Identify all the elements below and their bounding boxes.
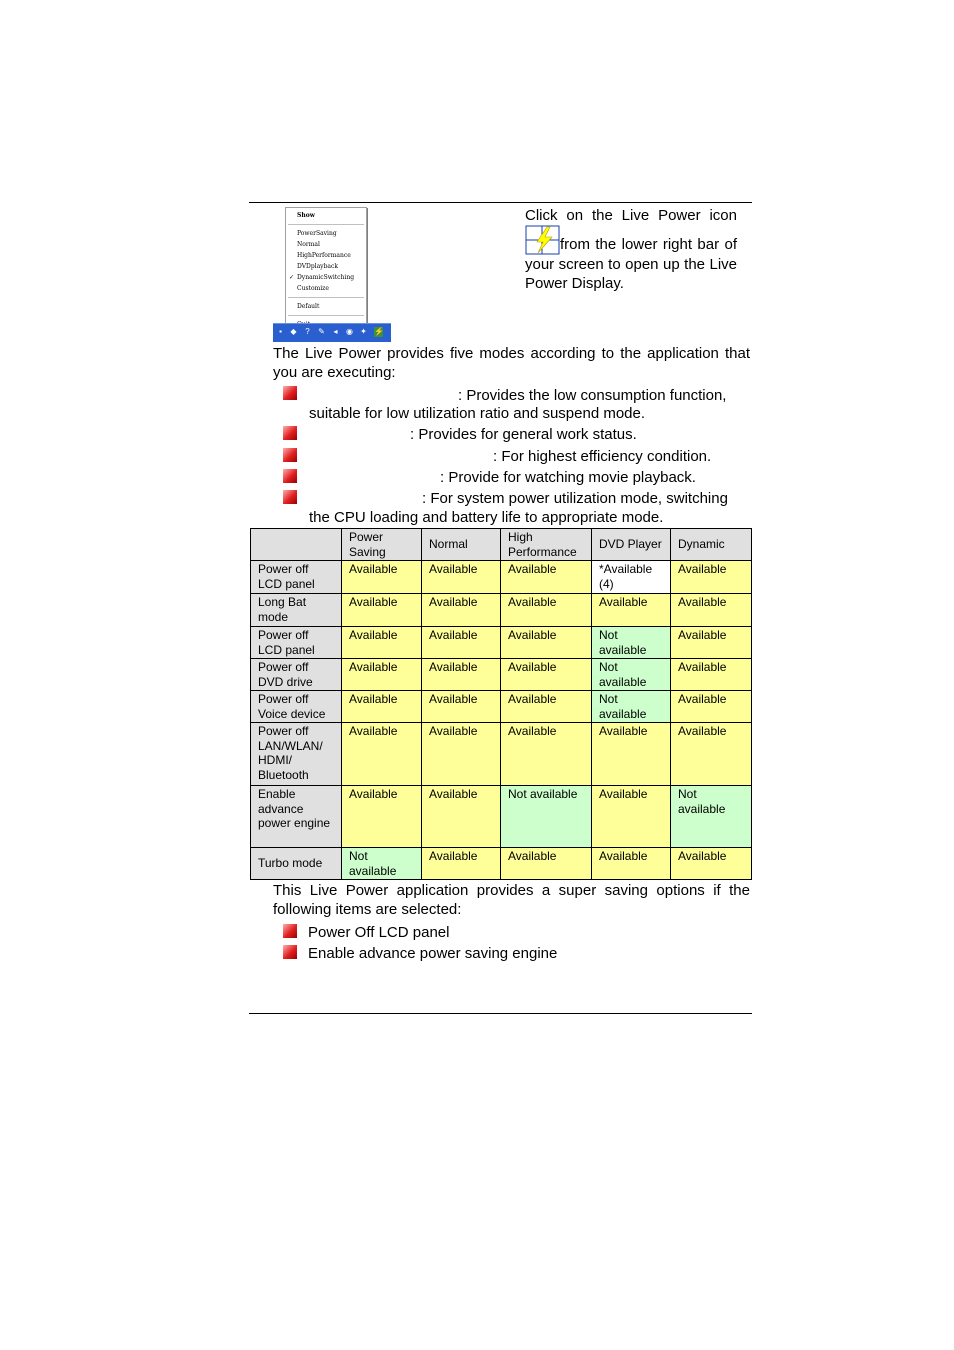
table-cell: Available [501, 848, 592, 880]
bullet-icon [283, 448, 297, 462]
bullet-icon [283, 386, 297, 400]
table-cell: Available [342, 659, 422, 691]
row-label: Power off LCD panel [251, 561, 342, 594]
menu-separator [288, 224, 364, 225]
table-cell: Available [501, 691, 592, 723]
context-menu [285, 207, 367, 331]
table-cell: Available [671, 594, 752, 627]
menu-item-show[interactable]: Show [297, 212, 315, 219]
row-label: Turbo mode [251, 848, 342, 880]
table-cell: Available [592, 723, 671, 786]
menu-item-dynamic-switching[interactable] [286, 272, 366, 283]
table-header-row [251, 529, 752, 561]
live-power-icon [525, 225, 560, 255]
table-cell: Available [422, 561, 501, 594]
mode-description: : For system power utilization mode, switching [422, 490, 728, 507]
table-header-cell: Power Saving [342, 529, 422, 561]
mode-description: : Provides for general work status. [410, 426, 637, 443]
table-cell: Available [501, 723, 592, 786]
tray-icon: ✦ [360, 327, 367, 336]
super-saving-paragraph: This Live Power application provides a super saving options if the following items are selected: [273, 882, 750, 918]
super-saving-item [283, 944, 683, 964]
row-label: Long Bat mode [251, 594, 342, 627]
menu-item-dvd-playback[interactable]: DVDplayback [297, 263, 338, 270]
table-header-cell: DVD Player [592, 529, 671, 561]
table-cell: Available [592, 848, 671, 880]
super-saving-item-label: Power Off LCD panel [308, 924, 450, 941]
table-cell: Not available [671, 786, 752, 848]
table-cell: Not available [592, 659, 671, 691]
bottom-rule [249, 1013, 752, 1014]
table-cell: Available [671, 691, 752, 723]
row-label: Enable advance power engine [251, 786, 342, 848]
table-cell: Not available [592, 627, 671, 659]
mode-feature-table [250, 528, 752, 880]
bullet-icon [283, 945, 297, 959]
table-cell: Available [422, 594, 501, 627]
menu-item-normal[interactable]: Normal [297, 241, 320, 248]
table-cell: Available [671, 627, 752, 659]
table-cell: Not available [342, 848, 422, 880]
row-label: Power off Voice device [251, 691, 342, 723]
table-cell: Available [342, 691, 422, 723]
menu-item-power-saving[interactable]: PowerSaving [297, 230, 337, 237]
table-header-cell [251, 529, 342, 561]
menu-item-high-performance[interactable]: HighPerformance [297, 252, 351, 259]
table-cell: Available [422, 848, 501, 880]
table-header-cell: High Performance [501, 529, 592, 561]
table-cell: Not available [592, 691, 671, 723]
table-cell: Available [422, 627, 501, 659]
bullet-icon [283, 426, 297, 440]
table-header-cell: Normal [422, 529, 501, 561]
mode-item-power-saving [283, 386, 753, 426]
table-cell: Available [501, 659, 592, 691]
table-cell: Available [422, 723, 501, 786]
tray-icon: ◂ [333, 327, 338, 336]
table-cell: Available [422, 786, 501, 848]
super-saving-item [283, 923, 683, 943]
menu-item-customize[interactable]: Customize [297, 285, 329, 292]
menu-separator [288, 315, 364, 316]
taskbar [273, 323, 391, 342]
table-row [251, 627, 752, 659]
mode-item-normal [283, 425, 753, 445]
table-cell: Available [422, 659, 501, 691]
menu-separator [288, 297, 364, 298]
mode-description-continuation: the CPU loading and battery life to appropriate mode. [309, 509, 664, 526]
table-cell: Available [342, 594, 422, 627]
table-row [251, 691, 752, 723]
tray-icon: ▪ [279, 327, 282, 336]
table-cell: Available [422, 691, 501, 723]
mode-item-high-performance [283, 447, 753, 467]
table-cell: Available [342, 786, 422, 848]
table-header-cell: Dynamic [671, 529, 752, 561]
intro-text-before-icon: Click on the Live Power icon [525, 207, 737, 224]
table-cell: Available [671, 659, 752, 691]
table-row [251, 786, 752, 848]
table-cell: Available [342, 561, 422, 594]
table-cell: Available [501, 561, 592, 594]
mode-description: : Provides the low consumption function, [458, 387, 727, 404]
table-cell: Not available [501, 786, 592, 848]
intro-paragraph [525, 206, 737, 293]
bullet-icon [283, 924, 297, 938]
table-cell: Available [671, 848, 752, 880]
tray-icon: ◆ [290, 327, 297, 336]
table-row [251, 659, 752, 691]
mode-description: : Provide for watching movie playback. [440, 469, 696, 486]
table-cell: Available [501, 594, 592, 627]
table-cell: Available [342, 723, 422, 786]
row-label: Power off LAN/WLAN/ HDMI/ Bluetooth [251, 723, 342, 786]
top-rule [249, 202, 752, 203]
table-cell: Available [342, 627, 422, 659]
row-label: Power off LCD panel [251, 627, 342, 659]
table-cell: Available [592, 594, 671, 627]
mode-description-continuation: suitable for low utilization ratio and suspend mode. [309, 405, 646, 422]
bullet-icon [283, 469, 297, 483]
mode-item-dynamic [283, 489, 753, 529]
menu-item-default[interactable]: Default [297, 303, 320, 310]
tray-icon: ? [305, 327, 310, 336]
row-label: Power off DVD drive [251, 659, 342, 691]
table-row [251, 723, 752, 786]
table-row [251, 594, 752, 627]
live-power-menu-screenshot [273, 207, 391, 342]
table-row [251, 848, 752, 880]
menu-item-label: DynamicSwitching [297, 274, 355, 281]
check-icon: ✓ [289, 274, 295, 281]
mode-description: : For highest efficiency condition. [493, 448, 712, 465]
mode-item-dvd-player [283, 468, 753, 488]
intro-text-after-icon: from the lower right bar of your screen to open up the Live Power Display. [525, 236, 737, 292]
table-cell: *Available (4) [592, 561, 671, 594]
modes-paragraph: The Live Power provides five modes according to the application that you are executing: [273, 345, 750, 381]
speaker-icon: ◉ [346, 327, 353, 336]
bullet-icon [283, 490, 297, 504]
table-cell: Available [671, 561, 752, 594]
live-power-tray-icon[interactable]: ⚡ [374, 327, 384, 336]
table-row [251, 561, 752, 594]
table-cell: Available [501, 627, 592, 659]
super-saving-item-label: Enable advance power saving engine [308, 945, 558, 962]
tray-icon: ✎ [318, 327, 325, 336]
table-cell: Available [592, 786, 671, 848]
table-cell: Available [671, 723, 752, 786]
